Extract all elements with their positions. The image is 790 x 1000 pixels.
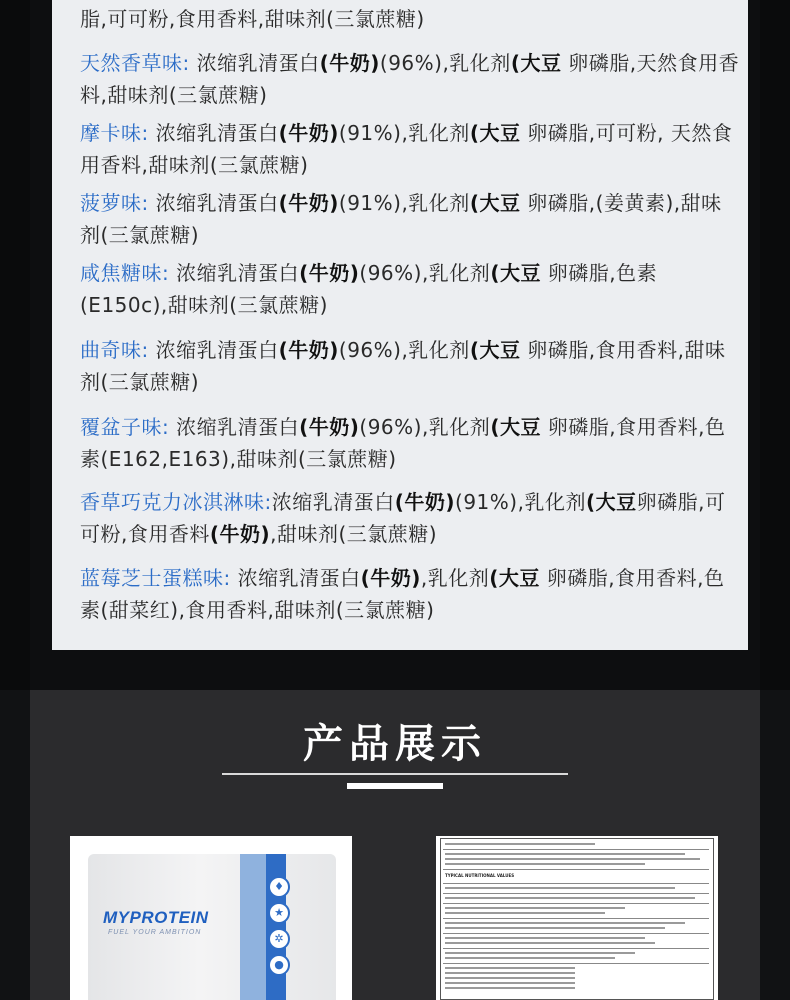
ingredient-text: 卵磷脂,食用香料,色素(E162,E163),甜味剂(三氯蔗糖) [80,415,726,471]
title-accent-bar [347,783,443,789]
ingredient-paragraph [80,411,740,475]
bag-light-band [240,854,266,1000]
allergen-text: (牛奶) [319,51,380,75]
ingredient-text: 卵磷脂,可可粉,食用香料 [80,490,726,546]
brand-logo: MYPROTEIN [103,908,209,927]
ingredient-text: 卵磷脂,食用香料,甜味剂(三氯蔗糖) [80,338,726,394]
frame-right-strip [760,0,790,690]
label-rule [443,948,709,949]
flavor-name: 咸焦糖味: [80,261,170,285]
ingredient-paragraph [80,334,740,398]
label-text-line [445,853,685,855]
flavor-name: 覆盆子味: [80,415,170,439]
ingredient-text: 卵磷脂,食用香料,色素(甜菜红),食用香料,甜味剂(三氯蔗糖) [80,566,725,622]
label-text-line [445,942,655,944]
ingredient-paragraph [80,3,740,35]
label-rule [443,893,709,894]
ingredient-text: (91%),乳化剂 [455,490,586,514]
label-rule [443,933,709,934]
ingredient-text: (96%),乳化剂 [379,51,511,75]
ingredient-text: (96%),乳化剂 [338,338,470,362]
ingredient-text: 浓缩乳清蛋白 [230,566,361,590]
allergen-text: (大豆 [469,191,521,215]
ingredient-text: 浓缩乳清蛋白 [148,338,279,362]
ingredient-text: 浓缩乳清蛋白 [189,51,320,75]
ingredient-text: (91%),乳化剂 [338,191,470,215]
ingredient-text: 卵磷脂,可可粉, 天然食用香料,甜味剂(三氯蔗糖) [80,121,733,177]
flavor-name: 摩卡味: [80,121,149,145]
label-text-line [445,952,635,954]
flavor-name: 菠萝味: [80,191,149,215]
brand-tagline: FUEL YOUR AMBITION [108,929,202,936]
allergen-text: (牛奶) [299,261,360,285]
atom-badge-icon: ✲ [268,928,290,950]
muscle-badge-icon: ● [268,954,290,976]
label-text-line [445,887,675,889]
allergen-text: (大豆 [469,338,521,362]
ingredient-text: ,乳化剂 [420,566,490,590]
title-divider-line [222,773,568,775]
ingredient-text: 卵磷脂,色素(E150c),甜味剂(三氯蔗糖) [80,261,658,317]
label-rule [443,883,709,884]
allergen-text: (牛奶) [299,415,360,439]
label-rule [443,869,709,870]
allergen-text: (牛奶) [209,522,271,546]
certified-badge-icon: ★ [268,902,290,924]
allergen-text: (牛奶) [394,490,456,514]
label-text-line [445,912,605,914]
flavor-name: 香草巧克力冰淇淋味: [80,490,272,514]
nutrition-label [440,838,714,1000]
label-text-line [445,863,645,865]
ingredient-text: (91%),乳化剂 [338,121,470,145]
label-text-line [445,987,575,989]
ingredient-text: 卵磷脂,(姜黄素),甜味剂(三氯蔗糖) [80,191,722,247]
nutrition-heading: TYPICAL NUTRITIONAL VALUES [445,873,515,878]
ingredient-text: 浓缩乳清蛋白 [271,490,395,514]
allergen-text: (牛奶) [360,566,421,590]
flavor-name: 曲奇味: [80,338,149,362]
label-rule [443,903,709,904]
label-text-line [445,972,575,974]
allergen-text: (牛奶) [278,338,339,362]
label-text-line [445,843,595,845]
ingredient-paragraph [80,562,740,626]
label-rule [443,849,709,850]
ingredient-text: (96%),乳化剂 [359,415,491,439]
label-text-line [445,977,575,979]
product-image-bag [70,836,352,1000]
label-text-line [445,982,575,984]
ingredient-text: 浓缩乳清蛋白 [169,415,300,439]
ingredient-paragraph [80,486,740,550]
ingredient-text: 浓缩乳清蛋白 [148,121,279,145]
ingredient-text: (96%),乳化剂 [359,261,491,285]
allergen-text: (牛奶) [278,121,339,145]
ingredient-text: 浓缩乳清蛋白 [169,261,300,285]
allergen-text: (大豆 [510,51,562,75]
allergen-text: (大豆 [489,566,540,590]
ingredient-paragraph [80,187,740,251]
allergen-text: (大豆 [469,121,521,145]
label-text-line [445,922,685,924]
label-text-line [445,957,615,959]
label-text-line [445,897,695,899]
label-text-line [445,967,575,969]
label-text-line [445,907,625,909]
allergen-text: (大豆 [585,490,637,514]
ingredient-text: 脂,可可粉,食用香料,甜味剂(三氯蔗糖) [80,7,425,31]
ingredient-text: 卵磷脂,天然食用香料,甜味剂(三氯蔗糖) [80,51,740,107]
label-rule [443,963,709,964]
flavor-name: 天然香草味: [80,51,190,75]
label-text-line [445,858,700,860]
allergen-text: (大豆 [490,415,541,439]
ingredient-paragraph [80,257,740,321]
ingredient-text: ,甜味剂(三氯蔗糖) [270,522,438,546]
section-title: 产品展示 [303,721,487,767]
quality-badge-icon: ♦ [268,876,290,898]
allergen-text: (牛奶) [278,191,339,215]
product-image-nutrition-label [436,836,718,1000]
label-text-line [445,927,665,929]
ingredient-paragraph [80,117,740,181]
label-rule [443,918,709,919]
allergen-text: (大豆 [490,261,541,285]
frame-left-strip [0,0,30,690]
ingredient-paragraph [80,47,740,111]
label-text-line [445,937,645,939]
flavor-name: 蓝莓芝士蛋糕味: [80,566,231,590]
ingredient-text: 浓缩乳清蛋白 [148,191,279,215]
